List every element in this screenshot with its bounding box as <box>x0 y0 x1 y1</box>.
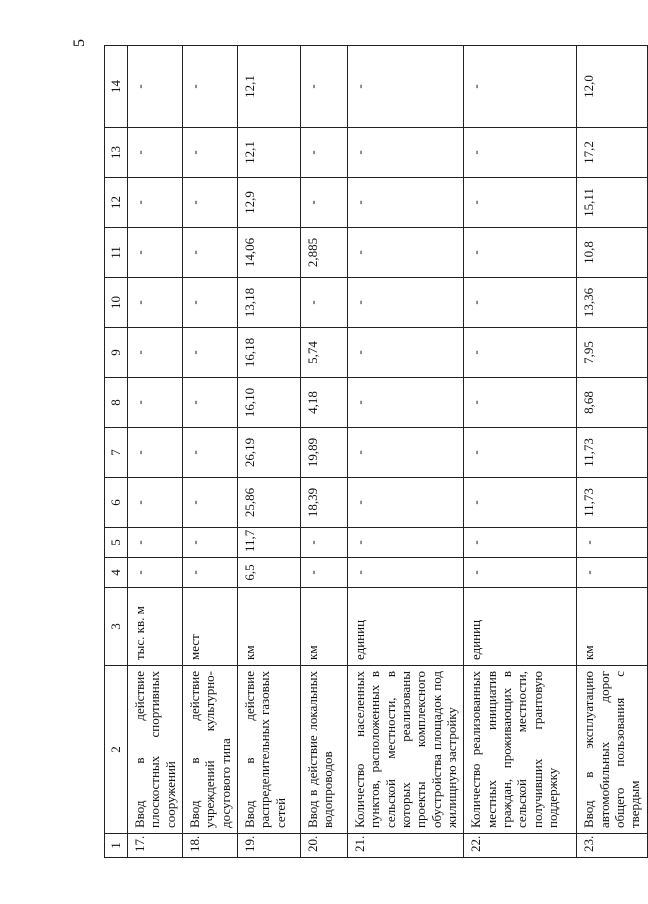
value-cell: - <box>347 278 463 328</box>
value-cell: - <box>347 46 463 128</box>
value-cell: - <box>182 558 237 588</box>
column-header: 3 <box>105 588 128 666</box>
value-cell: - <box>347 428 463 478</box>
value-cell: - <box>182 178 237 228</box>
value-cell: - <box>128 558 183 588</box>
table-row <box>347 46 463 858</box>
indicator-name: Ввод в эксплуатацию автомобильных дорог общего пользования с твердым <box>577 666 647 834</box>
unit-cell: тыс. кв. м <box>128 588 183 666</box>
value-cell: - <box>577 528 647 558</box>
value-cell: - <box>300 278 347 328</box>
value-cell: - <box>182 378 237 428</box>
value-cell: - <box>347 558 463 588</box>
value-cell: 26,19 <box>237 428 300 478</box>
value-cell: - <box>182 478 237 528</box>
value-cell: 19,89 <box>300 428 347 478</box>
value-cell: 12,9 <box>237 178 300 228</box>
value-cell: - <box>347 328 463 378</box>
value-cell: 25,86 <box>237 478 300 528</box>
column-header: 7 <box>105 428 128 478</box>
table-row <box>182 46 237 858</box>
value-cell: 12,1 <box>237 128 300 178</box>
unit-cell: единиц <box>347 588 463 666</box>
value-cell: 16,10 <box>237 378 300 428</box>
indicator-name: Ввод в действие распределительных газовых сетей <box>237 666 300 834</box>
row-number: 21. <box>347 834 463 858</box>
indicator-name: Количество населенных пунктов, расположенных в сельской местности, в которых реализованы проекты комплексного обустройства площадок под жилищную застройку <box>347 666 463 834</box>
rotated-table-container <box>104 46 643 858</box>
value-cell: 16,18 <box>237 328 300 378</box>
indicators-table <box>104 45 648 858</box>
value-cell: 11,7 <box>237 528 300 558</box>
column-header: 2 <box>105 666 128 834</box>
column-header: 4 <box>105 558 128 588</box>
value-cell: - <box>128 478 183 528</box>
column-header: 9 <box>105 328 128 378</box>
value-cell: - <box>464 128 577 178</box>
value-cell: 13,36 <box>577 278 647 328</box>
unit-cell: единиц <box>464 588 577 666</box>
value-cell: - <box>464 558 577 588</box>
indicator-name: Ввод в действие плоскостных спортивных сооружений <box>128 666 183 834</box>
value-cell: 11,73 <box>577 478 647 528</box>
indicator-name: Ввод в действие локальных водопроводов <box>300 666 347 834</box>
value-cell: - <box>464 46 577 128</box>
value-cell: 10,8 <box>577 228 647 278</box>
value-cell: - <box>577 558 647 588</box>
value-cell: 6,5 <box>237 558 300 588</box>
value-cell: 12,1 <box>237 46 300 128</box>
value-cell: 2,885 <box>300 228 347 278</box>
row-number: 23. <box>577 834 647 858</box>
value-cell: - <box>182 228 237 278</box>
indicator-name: Количество реализованных местных инициатив граждан, проживающих в сельской местности, получивших грантовую поддержку <box>464 666 577 834</box>
value-cell: - <box>464 528 577 558</box>
value-cell: 17,2 <box>577 128 647 178</box>
column-header: 12 <box>105 178 128 228</box>
column-header: 5 <box>105 528 128 558</box>
value-cell: - <box>300 558 347 588</box>
value-cell: 7,95 <box>577 328 647 378</box>
value-cell: - <box>182 278 237 328</box>
value-cell: - <box>347 128 463 178</box>
column-header: 10 <box>105 278 128 328</box>
column-header: 11 <box>105 228 128 278</box>
value-cell: - <box>347 478 463 528</box>
column-header: 6 <box>105 478 128 528</box>
value-cell: - <box>347 178 463 228</box>
page-number: 5 <box>71 39 88 47</box>
value-cell: - <box>182 128 237 178</box>
value-cell: 12,0 <box>577 46 647 128</box>
row-number: 19. <box>237 834 300 858</box>
value-cell: - <box>128 228 183 278</box>
table-row <box>464 46 577 858</box>
table-row <box>237 46 300 858</box>
value-cell: - <box>347 528 463 558</box>
value-cell: - <box>182 528 237 558</box>
value-cell: - <box>128 328 183 378</box>
value-cell: - <box>347 228 463 278</box>
row-number: 18. <box>182 834 237 858</box>
unit-cell: мест <box>182 588 237 666</box>
value-cell: - <box>347 378 463 428</box>
value-cell: - <box>300 528 347 558</box>
value-cell: 4,18 <box>300 378 347 428</box>
value-cell: - <box>128 378 183 428</box>
value-cell: - <box>182 46 237 128</box>
value-cell: - <box>128 178 183 228</box>
value-cell: - <box>464 178 577 228</box>
table-row <box>577 46 647 858</box>
value-cell: - <box>464 478 577 528</box>
table-row <box>300 46 347 858</box>
unit-cell: км <box>577 588 647 666</box>
header-row <box>105 46 128 858</box>
value-cell: 5,74 <box>300 328 347 378</box>
value-cell: 11,73 <box>577 428 647 478</box>
value-cell: - <box>128 46 183 128</box>
table-row <box>128 46 183 858</box>
value-cell: - <box>300 46 347 128</box>
value-cell: 15,11 <box>577 178 647 228</box>
value-cell: - <box>464 328 577 378</box>
value-cell: - <box>300 178 347 228</box>
value-cell: - <box>464 278 577 328</box>
value-cell: 13,18 <box>237 278 300 328</box>
column-header: 13 <box>105 128 128 178</box>
value-cell: - <box>128 128 183 178</box>
value-cell: - <box>128 428 183 478</box>
value-cell: 8,68 <box>577 378 647 428</box>
value-cell: - <box>300 128 347 178</box>
column-header: 1 <box>105 834 128 858</box>
value-cell: - <box>464 378 577 428</box>
row-number: 22. <box>464 834 577 858</box>
row-number: 17. <box>128 834 183 858</box>
row-number: 20. <box>300 834 347 858</box>
value-cell: 18,39 <box>300 478 347 528</box>
unit-cell: км <box>300 588 347 666</box>
value-cell: - <box>182 428 237 478</box>
value-cell: - <box>128 278 183 328</box>
value-cell: - <box>464 228 577 278</box>
value-cell: - <box>182 328 237 378</box>
value-cell: - <box>464 428 577 478</box>
column-header: 8 <box>105 378 128 428</box>
unit-cell: км <box>237 588 300 666</box>
indicator-name: Ввод в действие учреждений культурно-досугового типа <box>182 666 237 834</box>
value-cell: 14,06 <box>237 228 300 278</box>
column-header: 14 <box>105 46 128 128</box>
value-cell: - <box>128 528 183 558</box>
